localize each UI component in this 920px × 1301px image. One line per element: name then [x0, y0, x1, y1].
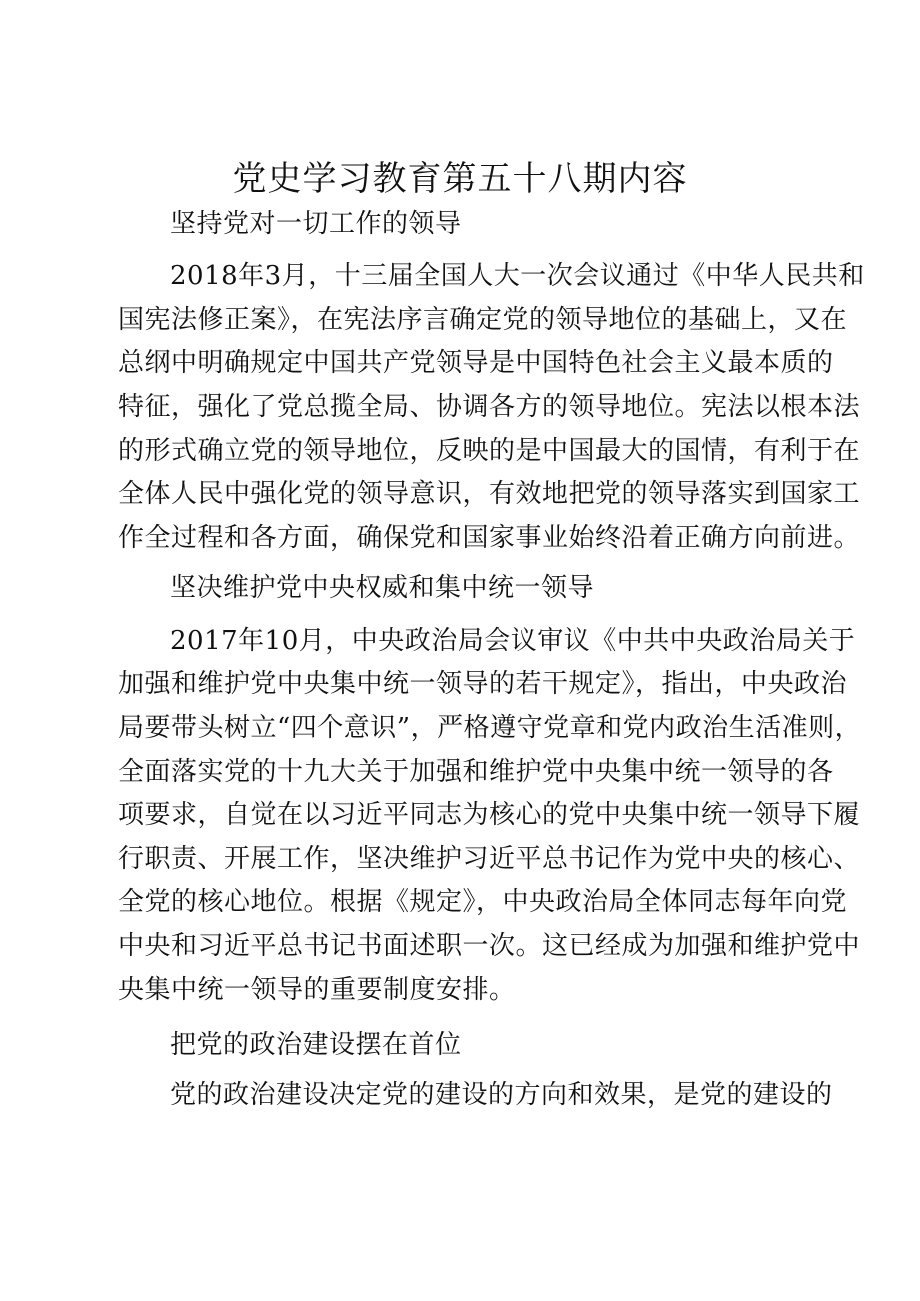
paragraph-line: 2018年3月，十三届全国人大一次会议通过《中华人民共和: [170, 261, 865, 291]
paragraph-line: 2017年10月，中央政治局会议审议《中共中央政治局关于: [170, 626, 856, 656]
paragraph-line: 加强和维护党中央集中统一领导的若干规定》，指出，中央政治: [118, 669, 848, 699]
paragraph-line: 央集中统一领导的重要制度安排。: [118, 975, 516, 1005]
paragraph-line: 行职责、开展工作，坚决维护习近平总书记作为党中央的核心、: [118, 844, 861, 874]
paragraph-line: 的形式确立党的领导地位，反映的是中国最大的国情，有利于在: [118, 436, 861, 466]
paragraph-line: 党的政治建设决定党的建设的方向和效果，是党的建设的: [170, 1080, 833, 1110]
paragraph-line: 作全过程和各方面，确保党和国家事业始终沿着正确方向前进。: [118, 523, 861, 553]
paragraph-line: 全体人民中强化党的领导意识，有效地把党的领导落实到国家工: [118, 479, 861, 509]
paragraph-line: 中央和习近平总书记书面述职一次。这已经成为加强和维护党中: [118, 931, 861, 961]
document-title: 党史学习教育第五十八期内容: [232, 159, 688, 199]
section-heading: 把党的政治建设摆在首位: [170, 1030, 462, 1060]
paragraph-line: 国宪法修正案》，在宪法序言确定党的领导地位的基础上，又在: [118, 305, 848, 335]
section-heading: 坚决维护党中央权威和集中统一领导: [170, 573, 595, 603]
section-heading: 坚持党对一切工作的领导: [170, 209, 462, 239]
paragraph-line: 全面落实党的十九大关于加强和维护党中央集中统一领导的各: [118, 757, 834, 787]
paragraph-line: 局要带头树立“四个意识”，严格遵守党章和党内政治生活准则，: [118, 713, 862, 743]
paragraph-line: 项要求，自觉在以习近平同志为核心的党中央集中统一领导下履: [118, 800, 861, 830]
paragraph-line: 特征，强化了党总揽全局、协调各方的领导地位。宪法以根本法: [118, 392, 861, 422]
paragraph-line: 全党的核心地位。根据《规定》，中央政治局全体同志每年向党: [118, 887, 848, 917]
paragraph-line: 总纲中明确规定中国共产党领导是中国特色社会主义最本质的: [118, 348, 834, 378]
